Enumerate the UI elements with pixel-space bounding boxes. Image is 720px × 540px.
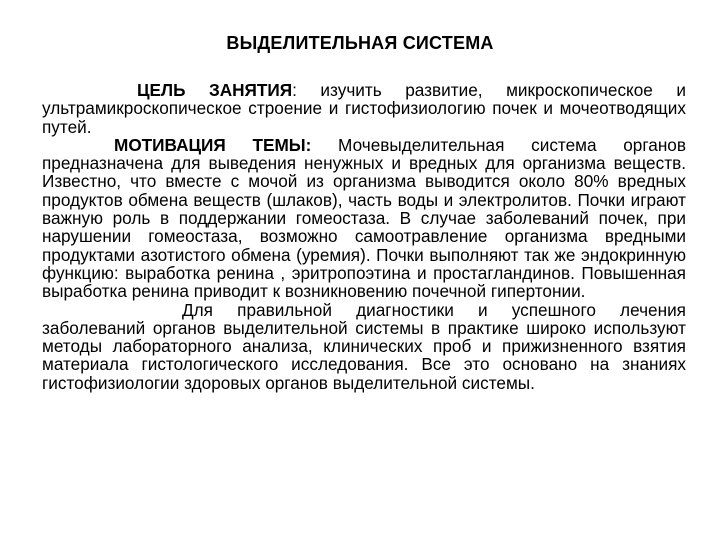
document-body: [42, 81, 686, 392]
motivation-paragraph: [42, 136, 686, 301]
goal-paragraph: [42, 81, 686, 136]
diagnostics-text: Для правильной диагностики и успешного лечения заболеваний органов выделительной системы в практике широко используют методы лабораторного анализа, клинических проб и прижизненного взятия материала гистологического исследования. Все это основано на знаниях гистофизиологии здоровых органов выделительной системы.: [42, 299, 686, 393]
goal-text: : изучить развитие, микроскопическое и ультрамикроскопическое строение и гистофизиологию почек и мочеотводящих путей.: [42, 80, 686, 137]
goal-label: ЦЕЛЬ ЗАНЯТИЯ: [137, 80, 293, 100]
document-title: ВЫДЕЛИТЕЛЬНАЯ СИСТЕМА: [226, 33, 494, 53]
motivation-text: Мочевыделительная система органов предназначена для выведения ненужных и вредных для организма веществ. Известно, что вместе с мочой из организма выводится около 80% вредных продуктов обмена веществ (шлаков), часть воды и электролитов. Почки играют важную роль в поддержании гомеостаза. В случае заболеваний почек, при нарушении гомеостаза, возможно самоотравление организма вредными продуктами азотистого обмена (уремия). Почки выполняют так же эндокринную функцию: выработка ренина , эритропоэтина и простагландинов. Повышенная выработка ренина приводит к возникновению почечной гипертонии.: [42, 134, 686, 302]
motivation-label: МОТИВАЦИЯ ТЕМЫ:: [114, 134, 312, 155]
diagnostics-paragraph: [42, 301, 686, 392]
